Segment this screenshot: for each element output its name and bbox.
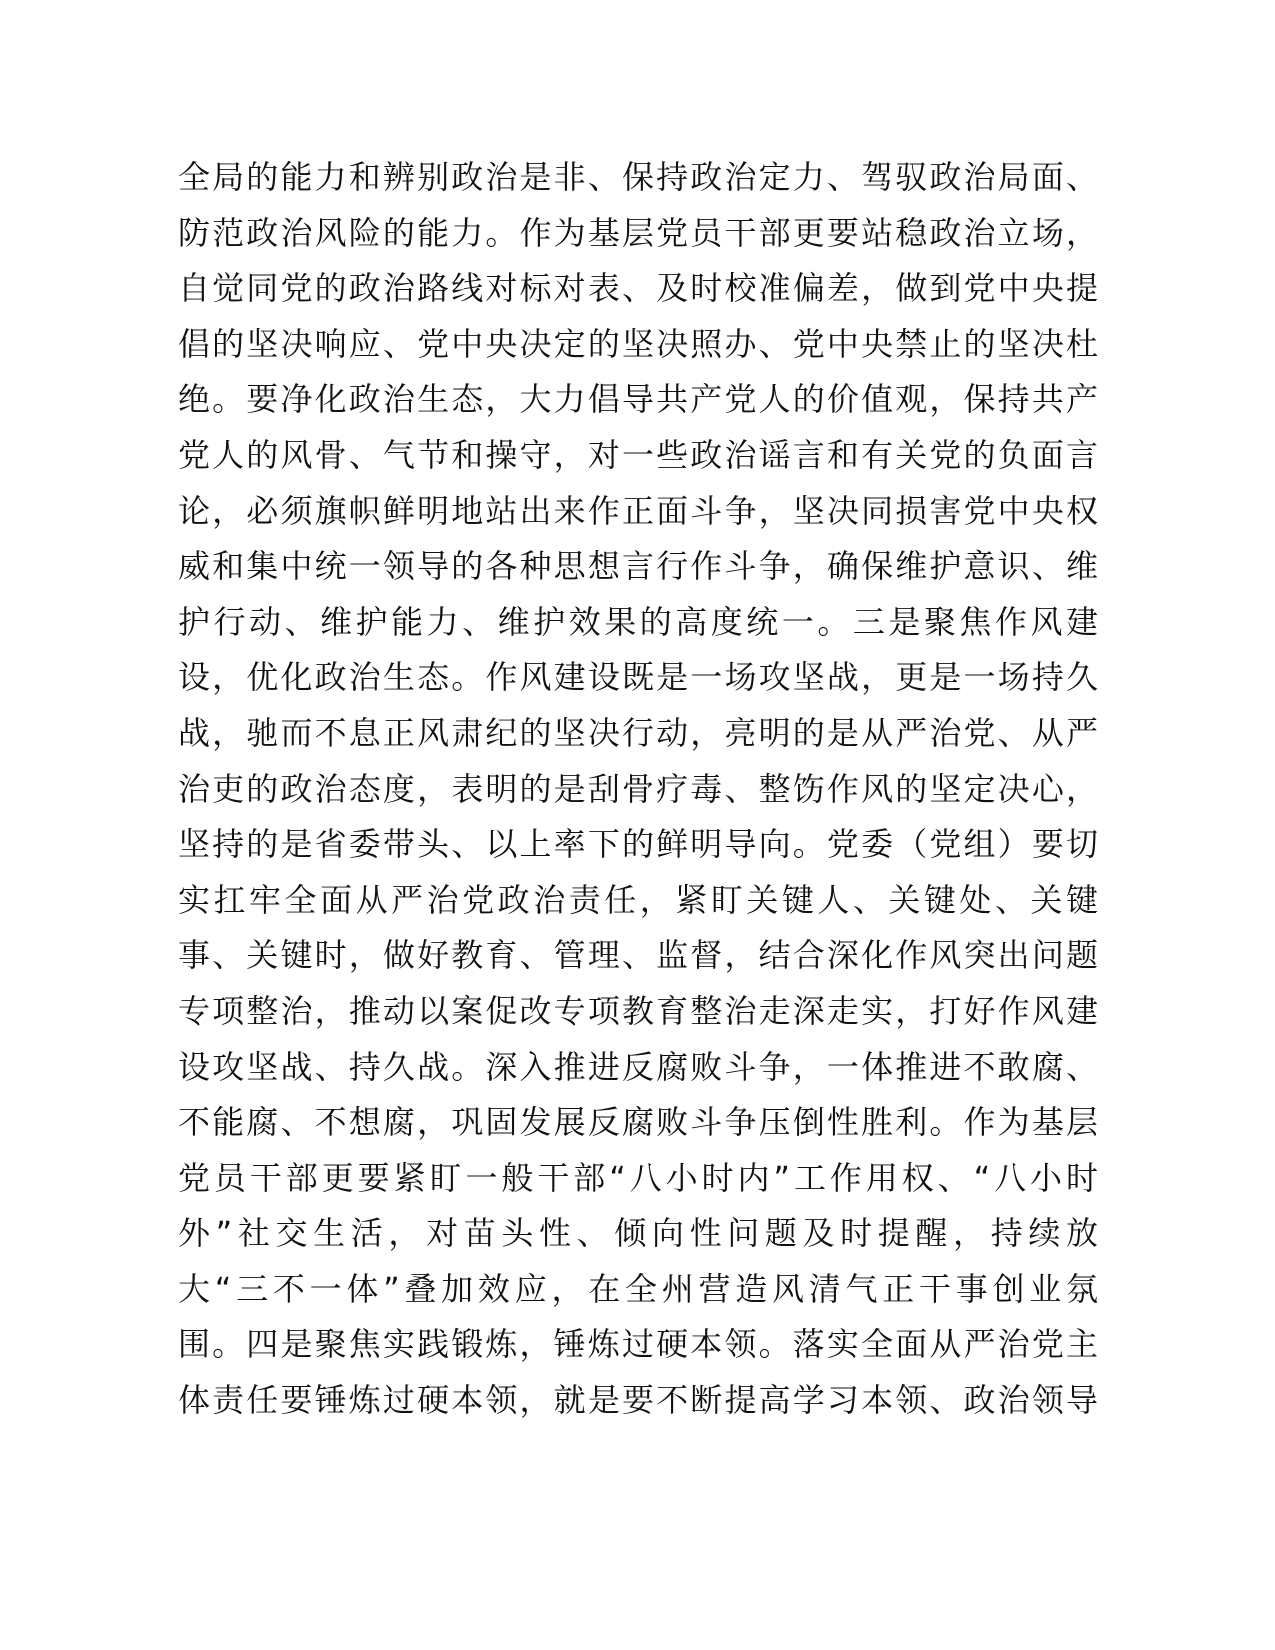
text-line: 不能腐、不想腐，巩固发展反腐败斗争压倒性胜利。作为基层: [178, 1103, 1098, 1142]
text-line: 治吏的政治态度，表明的是刮骨疗毒、整饬作风的坚定决心，: [178, 769, 1098, 808]
text-line: 自觉同党的政治路线对标对表、及时校准偏差，做到党中央提: [178, 269, 1098, 308]
text-line: 战，驰而不息正风肃纪的坚决行动，亮明的是从严治党、从严: [178, 713, 1098, 752]
text-line: 大“三不一体”叠加效应，在全州营造风清气正干事创业氛: [178, 1269, 1098, 1308]
text-line: 坚持的是省委带头、以上率下的鲜明导向。党委（党组）要切: [178, 825, 1098, 864]
text-line: 党员干部更要紧盯一般干部“八小时内”工作用权、“八小时: [178, 1158, 1098, 1197]
text-line: 事、关键时，做好教育、管理、监督，结合深化作风突出问题: [178, 936, 1098, 975]
text-line: 全局的能力和辨别政治是非、保持政治定力、驾驭政治局面、: [178, 158, 1098, 196]
text-line: 论，必须旗帜鲜明地站出来作正面斗争，坚决同损害党中央权: [178, 491, 1098, 530]
text-line: 党人的风骨、气节和操守，对一些政治谣言和有关党的负面言: [178, 435, 1098, 474]
text-line: 威和集中统一领导的各种思想言行作斗争，确保维护意识、维: [178, 547, 1098, 586]
text-line: 绝。要净化政治生态，大力倡导共产党人的价值观，保持共产: [178, 380, 1098, 419]
text-line: 护行动、维护能力、维护效果的高度统一。三是聚焦作风建: [178, 602, 1098, 641]
text-line: 围。四是聚焦实践锻炼，锤炼过硬本领。落实全面从严治党主: [178, 1325, 1098, 1364]
text-line: 体责任要锤炼过硬本领，就是要不断提高学习本领、政治领导: [178, 1381, 1098, 1420]
text-line: 设攻坚战、持久战。深入推进反腐败斗争，一体推进不敢腐、: [178, 1047, 1098, 1086]
text-line: 防范政治风险的能力。作为基层党员干部更要站稳政治立场，: [178, 213, 1098, 252]
text-line: 外”社交生活，对苗头性、倾向性问题及时提醒，持续放: [178, 1214, 1098, 1253]
text-line: 专项整治，推动以案促改专项教育整治走深走实，打好作风建: [178, 991, 1098, 1030]
text-line: 实扛牢全面从严治党政治责任，紧盯关键人、关键处、关键: [178, 880, 1098, 919]
text-line: 倡的坚决响应、党中央决定的坚决照办、党中央禁止的坚决杜: [178, 324, 1098, 363]
body-text: [178, 150, 1098, 1429]
text-line: 设，优化政治生态。作风建设既是一场攻坚战，更是一场持久: [178, 658, 1098, 697]
